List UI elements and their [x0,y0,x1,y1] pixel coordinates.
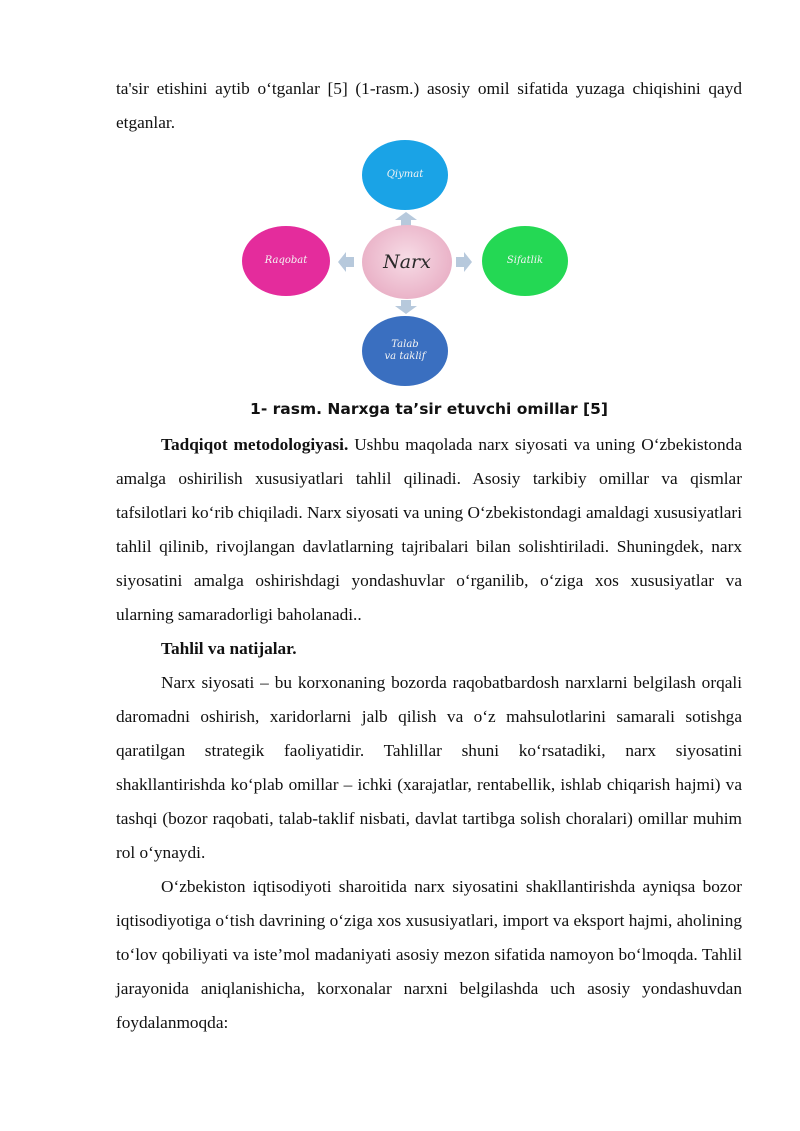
arrow-up-icon [395,212,417,226]
body-text [116,428,742,1040]
node-talab-line1: Talab [391,339,419,350]
node-talab-line2: va taklif [384,351,426,362]
arrow-down-icon [395,300,417,314]
results-heading: Tahlil va natijalar. [161,639,297,658]
node-qiymat: Qiymat [362,140,448,210]
methodology-paragraph [116,428,742,632]
intro-paragraph: ta'sir etishini aytib o‘tganlar [5] (1-rasm.) asosiy omil sifatida yuzaga chiqishini qayd etganlar. [116,79,742,132]
node-narx: Narx [362,225,452,299]
price-factors-diagram [240,140,580,386]
methodology-text: Ushbu maqolada narx siyosati va uning O‘zbekistonda amalga oshirilish xususiyatlari tahlil qilinadi. Asosiy tarkibiy omillar va qismlar tafsilotlari ko‘rib chiqiladi. Narx siyosati va uning O‘zbekistondagi amaldagi xususiyatlari tahlil qilinib, rivojlangan davlatlarning tajribalari bilan solishtiriladi. Shuningdek, narx siyosatini amalga oshirishdagi yondashuvlar o‘rganilib, o‘ziga xos xususiyatlar va ularning samaradorligi baholanadi.. [116,435,742,624]
results-paragraph-2: O‘zbekiston iqtisodiyoti sharoitida narx siyosatini shakllantirishda ayniqsa bozor iqtisodiyotiga o‘tish davrining o‘ziga xos xususiyatlari, import va eksport hajmi, aholining to‘lov qobiliyati va iste’mol madaniyati asosiy mezon sifatida namoyon bo‘lmoqda. Tahlil jarayonida aniqlanishicha, korxonalar narxni belgilashda uch asosiy yondashuvdan foydalanmoqda: [116,877,742,1032]
intro-paragraph-block [116,72,742,140]
node-talab-va-taklif [362,316,448,386]
node-raqobat: Raqobat [242,226,330,296]
methodology-heading: Tadqiqot metodologiyasi. [161,435,349,454]
results-paragraph-1: Narx siyosati – bu korxonaning bozorda raqobatbardosh narxlarni belgilash orqali daromadni oshirish, xaridorlarni jalb qilish va o‘z mahsulotlarini samarali sotishga qaratilgan strategik faoliyatidir. Tahlillar shuni ko‘rsatadiki, narx siyosatini shakllantirishda ko‘plab omillar – ichki (xarajatlar, rentabellik, ishlab chiqarish hajmi) va tashqi (bozor raqobati, talab-taklif nisbati, davlat tartibga solish choralari) omillar muhim rol o‘ynaydi. [116,673,742,862]
arrow-right-icon [456,252,472,272]
figure-caption: 1- rasm. Narxga ta’sir etuvchi omillar [5] [250,400,608,418]
node-sifatlik: Sifatlik [482,226,568,296]
arrow-left-icon [338,252,354,272]
